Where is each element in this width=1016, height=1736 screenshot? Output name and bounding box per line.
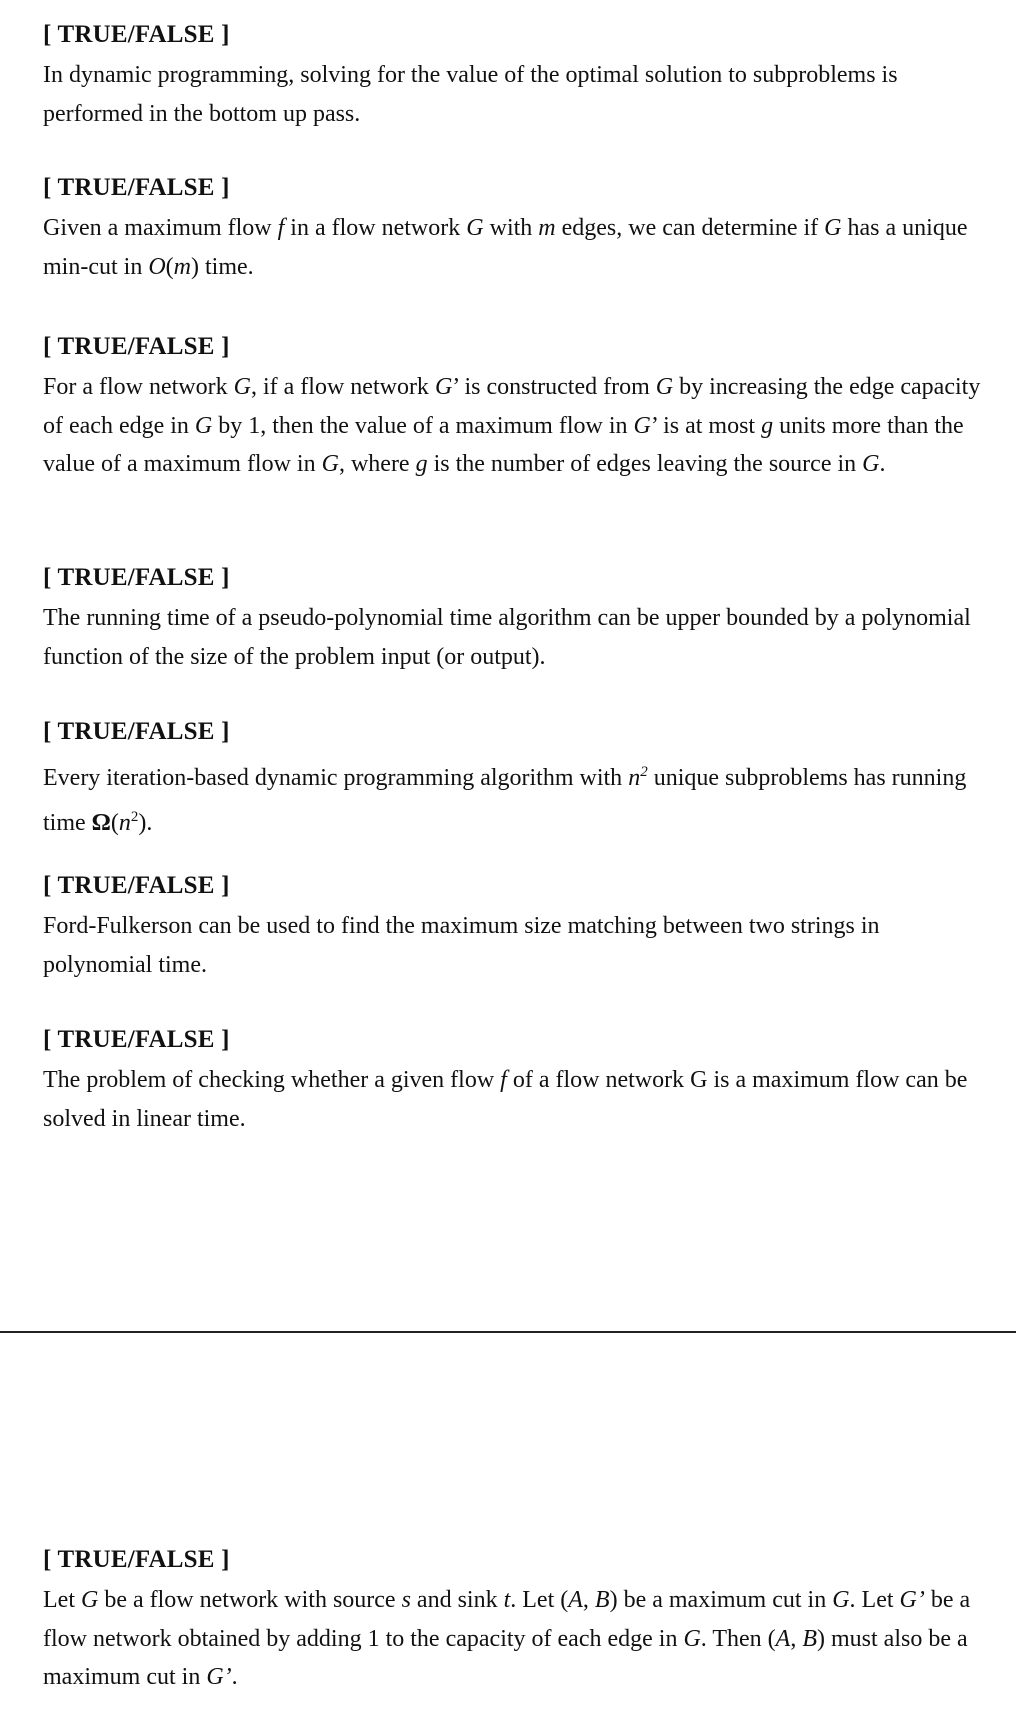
question-header: [ TRUE/FALSE ] xyxy=(43,718,230,745)
question-text: The running time of a pseudo-polynomial time algorithm can be upper bounded by a polynomial function of the size of the problem input (or output). xyxy=(43,605,971,670)
question-text: Given a maximum flow f in a flow network G with m edges, we can determine if G has a unique min-cut in O(m) time. xyxy=(43,215,968,280)
question-4 xyxy=(43,563,983,676)
question-header: [ TRUE/FALSE ] xyxy=(43,872,230,899)
question-6 xyxy=(43,871,983,984)
question-header: [ TRUE/FALSE ] xyxy=(43,1026,230,1053)
question-header: [ TRUE/FALSE ] xyxy=(43,21,230,48)
question-3 xyxy=(43,332,983,484)
question-header: [ TRUE/FALSE ] xyxy=(43,564,230,591)
question-text: Every iteration-based dynamic programming algorithm with $n^2$ unique subproblems has running time $\Omega(n^2)$. xyxy=(43,764,967,836)
question-header: [ TRUE/FALSE ] xyxy=(43,333,230,360)
question-text: Let G be a flow network with source s and sink t. Let (A, B) be a maximum cut in G. Let G’ be a flow network obtained by adding 1 to the capacity of each edge in G. Then (A, B) must also be a maximum cut in G’. xyxy=(43,1587,971,1690)
question-header: [ TRUE/FALSE ] xyxy=(43,174,230,201)
question-text: The problem of checking whether a given flow f of a flow network G is a maximum flow can be solved in linear time. xyxy=(43,1067,968,1132)
question-text: For a flow network G, if a flow network G’ is constructed from G by increasing the edge capacity of each edge in G by 1, then the value of a maximum flow in G’ is at most g units more than the value of a maximum flow in G, where g is the number of edges leaving the source in G. xyxy=(43,374,981,477)
question-text: In dynamic programming, solving for the value of the optimal solution to subproblems is performed in the bottom up pass. xyxy=(43,62,898,127)
question-8 xyxy=(43,1545,983,1697)
question-2 xyxy=(43,173,983,286)
question-text: Ford-Fulkerson can be used to find the maximum size matching between two strings in polynomial time. xyxy=(43,913,880,978)
page-divider xyxy=(0,1331,1016,1333)
question-1 xyxy=(43,20,983,133)
question-5 xyxy=(43,717,983,842)
question-header: [ TRUE/FALSE ] xyxy=(43,1546,230,1573)
question-7 xyxy=(43,1025,983,1138)
